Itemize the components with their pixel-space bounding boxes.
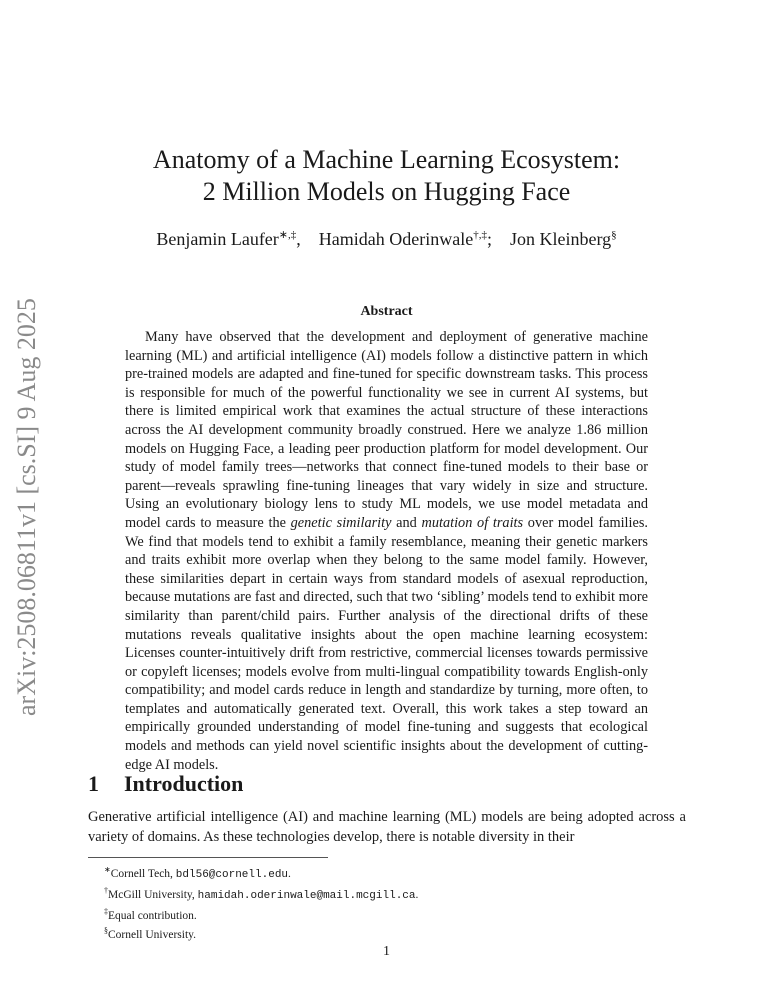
footnote-mark: ‡ (104, 906, 108, 916)
title-line-2: 2 Million Models on Hugging Face (202, 177, 571, 206)
footnote-mark: ∗ (104, 865, 111, 874)
author-name: Benjamin Laufer (156, 229, 279, 249)
author-list: Benjamin Laufer∗,‡, Hamidah Oderinwale†,‡; Jon Kleinberg§ (156, 229, 617, 249)
footnote-email: hamidah.oderinwale@mail.mcgill.ca (197, 889, 416, 902)
author-name: Hamidah Oderinwale (318, 229, 474, 249)
abstract-text-part-2: and (391, 514, 422, 531)
section-heading-introduction (88, 771, 243, 797)
author-affiliation-mark: †,‡ (473, 229, 487, 241)
footnote-mark: † (104, 885, 108, 895)
title-line-1: Anatomy of a Machine Learning Ecosystem: (152, 145, 621, 174)
footnote-item: ‡Equal contribution. (104, 906, 197, 922)
abstract-body (125, 328, 648, 774)
footnote-item: †McGill University, hamidah.oderinwale@mail.mcgill.ca. (104, 885, 419, 902)
footnote-list (104, 862, 418, 943)
author-affiliation-mark: § (611, 229, 617, 241)
abstract-emphasis-mutation-of-traits: mutation of traits (421, 514, 524, 531)
abstract-text-part-1: Many have observed that the development and deployment of generative machine learning (ML) and artificial intelligence (AI) models follow a distinctive pattern in which pre-trained models are adapted and fine-tuned for specific downstream tasks. This process is responsible for much of the powerful functionality we see in current AI systems, but there is limited empirical work that examines the actual structure of these interactions across the AI development community broadly construed. Here we analyze 1.86 million models on Hugging Face, a leading peer production platform for model development. Our study of model family trees—networks that connect fine-tuned models to their base or parent—reveals sprawling fine-tuning lineages that vary widely in size and structure. Using an evolutionary biology lens to study ML models, we use model metadata and model cards to measure the (125, 329, 648, 531)
abstract-text-part-3: over model families. We find that models tend to exhibit a family resemblance, meaning their genetic markers and traits exhibit more overlap when they belong to the same model family. However, these similarities depart in certain ways from standard models of asexual reproduction, because mutations are fast and directed, such that two ‘sibling’ models tend to exhibit more similarity than parent/child pairs. Further analysis of the directional drifts of these mutations reveals qualitative insights about the open machine learning ecosystem: Licenses counter-intuitively drift from restrictive, commercial licenses towards permissive or copyleft licenses; models evolve from multi-lingual compatibility towards English-only compatibility; and model cards reduce in length and standardize by turning, more often, to templates and automatically generated text. Overall, this work takes a step toward an empirically grounded understanding of model fine-tuning and suggests that ecological models and methods can yield novel scientific insights about the development of cutting-edge AI models. (125, 514, 648, 773)
footnote-mark: § (104, 926, 108, 936)
author-name: Jon Kleinberg (509, 229, 612, 249)
introduction-paragraph: Generative artificial intelligence (AI) and machine learning (ML) models are being adopted across a variety of domains. As these technologies develop, there is notable diversity in their (88, 809, 686, 845)
footnote-email: bdl56@cornell.edu (175, 868, 289, 881)
footnote-divider (88, 857, 328, 858)
section-number: 1 (88, 771, 99, 796)
arxiv-margin-stamp: arXiv:2508.06811v1 [cs.SI] 9 Aug 2025 (12, 298, 41, 716)
footnote-item: §Cornell University. (104, 926, 197, 942)
abstract-heading: Abstract (360, 304, 413, 319)
paper-title (0, 144, 773, 208)
section-title: Introduction (124, 771, 244, 796)
page-number: 1 (383, 944, 390, 959)
abstract-emphasis-genetic-similarity: genetic similarity (290, 514, 392, 531)
author-affiliation-mark: ∗,‡ (278, 229, 297, 241)
footnote-item: ∗Cornell Tech, bdl56@cornell.edu. (104, 865, 291, 881)
